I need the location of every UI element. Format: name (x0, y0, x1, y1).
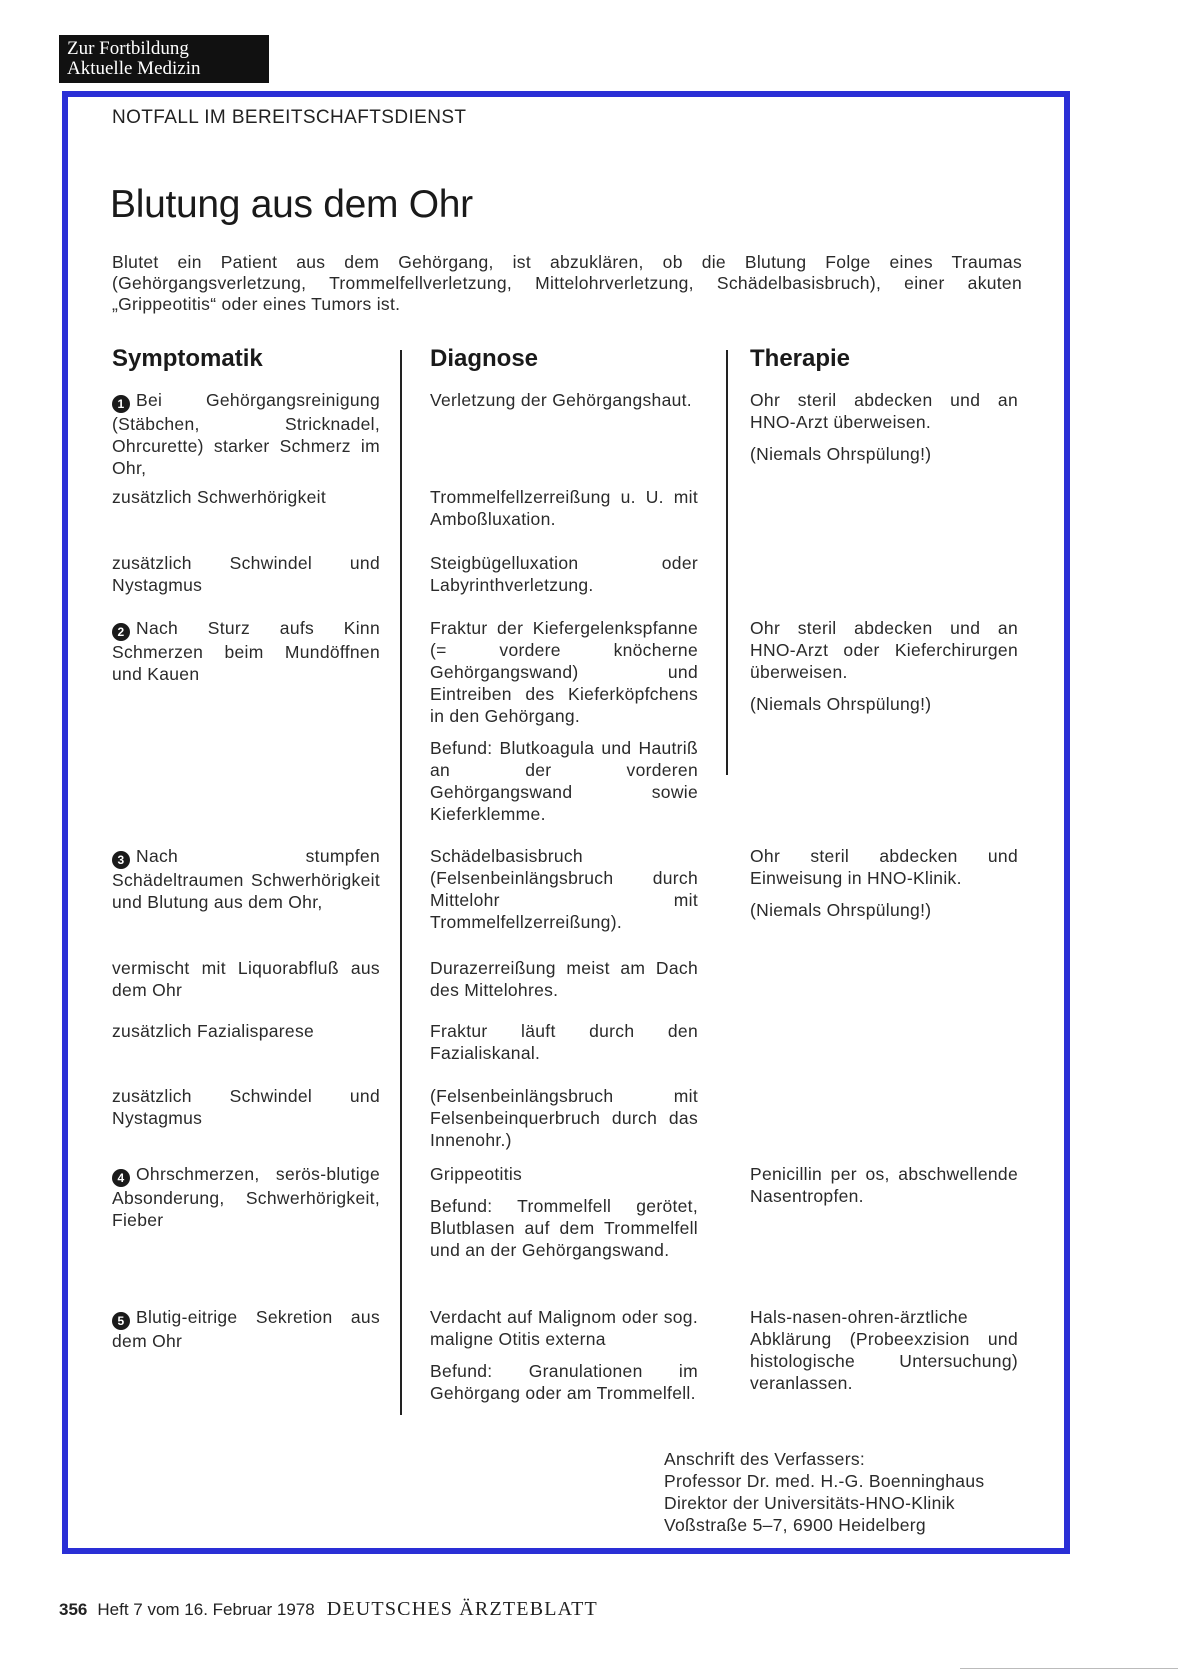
diagnose-text: Befund: Blutkoagula und Hautriß an der vorderen Gehörgangswand sowie Kieferklemme. (430, 738, 698, 824)
symptom-cell (112, 389, 380, 479)
therapie-text: Ohr steril abdecken und an HNO-Arzt oder Kieferchirurgen überweisen. (750, 618, 1018, 682)
section-header-line2: Aktuelle Medizin (67, 58, 201, 79)
diagnose-cell (430, 845, 698, 933)
author-name: Professor Dr. med. H.-G. Boenninghaus (664, 1471, 985, 1491)
symptom-text: Ohrschmerzen, serös-blutige Absonderung, Schwerhörigkeit, Fieber (112, 1164, 380, 1230)
symptom-cell (112, 1306, 380, 1352)
symptom-cell (112, 617, 380, 685)
symptom-text: zusätzlich Schwerhörigkeit (112, 487, 326, 507)
symptom-cell (112, 552, 380, 596)
symptom-text: Bei Gehörgangsreinigung (Stäbchen, Stricknadel, Ohrcurette) starker Schmerz im Ohr, (112, 390, 380, 478)
article-title: Blutung aus dem Ohr (110, 183, 473, 226)
column-header-symptomatik: Symptomatik (112, 345, 263, 372)
therapie-cell (750, 845, 1018, 921)
symptom-cell (112, 1085, 380, 1129)
diagnose-cell (430, 486, 698, 530)
author-street: Voßstraße 5–7, 6900 Heidelberg (664, 1515, 926, 1535)
diagnose-text: Befund: Trommelfell gerötet, Blutblasen auf dem Trommelfell und an der Gehörgangswand. (430, 1196, 698, 1260)
diagnose-cell (430, 552, 698, 596)
therapie-text: Ohr steril abdecken und Einweisung in HNO-Klinik. (750, 846, 1018, 888)
diagnose-text: Verletzung der Gehörgangshaut. (430, 390, 692, 410)
page-footer (59, 1598, 598, 1621)
section-header-box (59, 35, 269, 83)
therapie-text: (Niemals Ohrspülung!) (750, 444, 932, 464)
diagnose-text: Trommelfellzerreißung u. U. mit Amboßluxation. (430, 487, 698, 529)
issue-info: Heft 7 vom 16. Februar 1978 (97, 1600, 315, 1619)
symptom-text: Nach Sturz aufs Kinn Schmerzen beim Mundöffnen und Kauen (112, 618, 380, 684)
page-number: 356 (59, 1600, 88, 1619)
symptom-text: zusätzlich Schwindel und Nystagmus (112, 553, 380, 595)
diagnose-text: Befund: Granulationen im Gehörgang oder am Trommelfell. (430, 1361, 698, 1403)
diagnose-cell (430, 1020, 698, 1064)
diagnose-text: Grippeotitis (430, 1164, 523, 1184)
diagnose-text: (Felsenbeinlängsbruch mit Felsenbeinquerbruch durch das Innenohr.) (430, 1086, 698, 1150)
section-header-line1: Zur Fortbildung (67, 38, 189, 59)
column-header-diagnose: Diagnose (430, 345, 539, 372)
symptom-cell (112, 486, 380, 508)
symptom-text: zusätzlich Schwindel und Nystagmus (112, 1086, 380, 1128)
row-number-badge: 4 (112, 1169, 130, 1187)
symptom-cell (112, 957, 380, 1001)
diagnose-text: Steigbügelluxation oder Labyrinthverletzung. (430, 553, 698, 595)
diagnose-cell (430, 1085, 698, 1151)
row-number-badge: 3 (112, 851, 130, 869)
diagnose-text: Fraktur der Kiefergelenkspfanne (= vordere knöcherne Gehörgangswand) und Eintreiben des Kieferköpfchens in den Gehörgang. (430, 618, 698, 726)
diagnose-text: Durazerreißung meist am Dach des Mittelohres. (430, 958, 698, 1000)
row-number-badge: 2 (112, 623, 130, 641)
author-address (664, 1448, 1044, 1536)
symptom-text: vermischt mit Liquorabfluß aus dem Ohr (112, 958, 380, 1000)
diagnose-cell (430, 617, 698, 825)
symptom-text: Blutig-eitrige Sekretion aus dem Ohr (112, 1307, 380, 1351)
therapie-text: (Niemals Ohrspülung!) (750, 900, 932, 920)
therapie-text: Penicillin per os, abschwellende Nasentropfen. (750, 1164, 1018, 1206)
author-position: Direktor der Universitäts-HNO-Klinik (664, 1493, 955, 1513)
therapie-cell (750, 1163, 1018, 1207)
diagnose-text: Fraktur läuft durch den Fazialiskanal. (430, 1021, 698, 1063)
article-intro: Blutet ein Patient aus dem Gehörgang, ist abzuklären, ob die Blutung Folge eines Traumas (Gehörgangsverletzung, Trommelfellverletzung, Mittelohrverletzung, Schädelbasisbruch), einer akuten „Grippeotitis“ oder eines Tumors ist. (112, 252, 1022, 314)
journal-name: DEUTSCHES ÄRZTEBLATT (326, 1598, 598, 1620)
diagnose-text: Verdacht auf Malignom oder sog. maligne Otitis externa (430, 1307, 698, 1349)
therapie-text: Hals-nasen-ohren-ärztliche Abklärung (Probeexzision und histologische Untersuchung) veranlassen. (750, 1307, 1018, 1393)
symptom-cell (112, 845, 380, 913)
therapie-cell (750, 617, 1018, 715)
diagnose-cell (430, 1306, 698, 1404)
row-number-badge: 5 (112, 1312, 130, 1330)
diagnose-cell (430, 957, 698, 1001)
therapie-cell (750, 1306, 1018, 1394)
diagnose-text: Schädelbasisbruch (Felsenbeinlängsbruch durch Mittelohr mit Trommelfellzerreißung). (430, 846, 698, 932)
symptom-text: zusätzlich Fazialisparese (112, 1021, 315, 1041)
article-kicker: NOTFALL IM BEREITSCHAFTSDIENST (112, 107, 467, 128)
symptom-cell (112, 1163, 380, 1231)
column-header-therapie: Therapie (750, 345, 851, 372)
symptom-text: Nach stumpfen Schädeltraumen Schwerhörigkeit und Blutung aus dem Ohr, (112, 846, 380, 912)
row-number-badge: 1 (112, 395, 130, 413)
bottom-rule (960, 1668, 1178, 1669)
author-label: Anschrift des Verfassers: (664, 1449, 866, 1469)
column-divider (400, 350, 402, 1415)
therapie-text: (Niemals Ohrspülung!) (750, 694, 932, 714)
diagnose-cell (430, 389, 698, 411)
column-divider (726, 350, 728, 775)
therapie-cell (750, 389, 1018, 465)
therapie-text: Ohr steril abdecken und an HNO-Arzt überweisen. (750, 390, 1018, 432)
diagnose-cell (430, 1163, 698, 1261)
symptom-cell (112, 1020, 380, 1042)
